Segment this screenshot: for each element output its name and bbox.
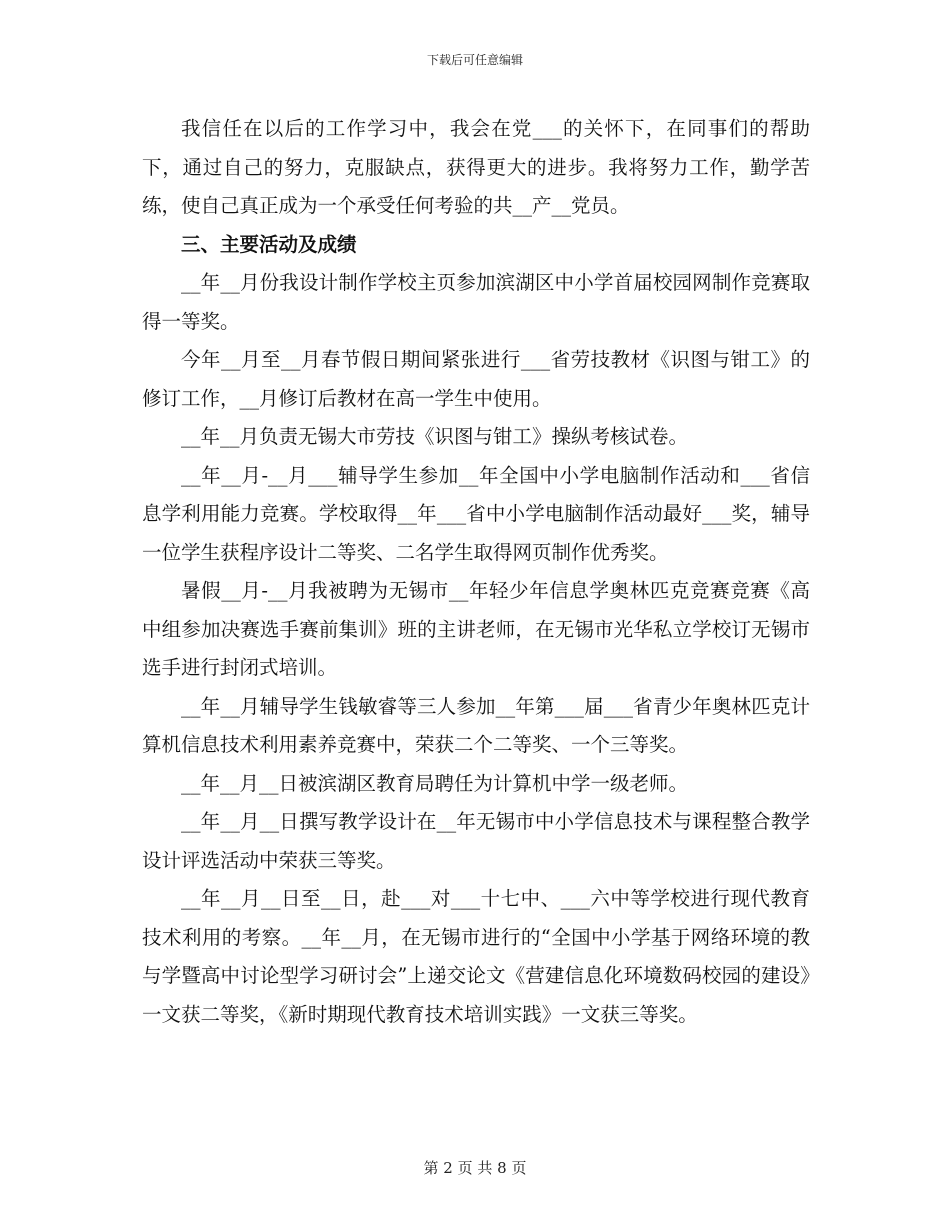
paragraph: __年__月__日撰写教学设计在__年无锡市中小学信息技术与课程整合教学设计评选活动中荣获三等奖。	[142, 810, 810, 872]
paragraph: 我信任在以后的工作学习中，我会在党___的关怀下，在同事们的帮助下，通过自己的努力，克服缺点，获得更大的进步。我将努力工作，勤学苦练，使自己真正成为一个承受任何考验的共__产__党员。	[142, 117, 810, 217]
paragraph: __年__月__日被滨湖区教育局聘任为计算机中学一级老师。	[181, 771, 689, 795]
paragraph: 暑假__月-__月我被聘为无锡市__年轻少年信息学奥林匹克竞赛竞赛《高中组参加决赛选手赛前集训》班的主讲老师，在无锡市光华私立学校订无锡市选手进行封闭式培训。	[142, 579, 810, 679]
paragraph: __年__月份我设计制作学校主页参加滨湖区中小学首届校园网制作竞赛取得一等奖。	[142, 271, 810, 333]
page-footer: 第 2 页 共 8 页	[423, 1159, 527, 1177]
document-body	[142, 110, 810, 1034]
section-heading: 三、主要活动及成绩	[181, 232, 357, 256]
paragraph: 今年__月至__月春节假日期间紧张进行___省劳技教材《识图与钳工》的修订工作，__月修订后教材在高一学生中使用。	[142, 348, 810, 410]
page-header: 下载后可任意编辑	[426, 53, 523, 67]
paragraph: __年__月负责无锡大市劳技《识图与钳工》操纵考核试卷。	[181, 425, 689, 448]
paragraph: __年__月辅导学生钱敏睿等三人参加__年第___届___省青少年奥林匹克计算机信息技术利用素养竞赛中，荣获二个二等奖、一个三等奖。	[142, 694, 810, 756]
paragraph: __年__月-__月___辅导学生参加__年全国中小学电脑制作活动和___省信息学利用能力竞赛。学校取得__年___省中小学电脑制作活动最好___奖，辅导一位学生获程序设计二等奖、二名学生取得网页制作优秀奖。	[142, 463, 810, 564]
paragraph: __年__月__日至__日，赴___对___十七中、___六中等学校进行现代教育技术利用的考察。__年__月，在无锡市进行的“全国中小学基于网络环境的教与学暨高中讨论型学习研讨会”上递交论文《营建信息化环境数码校园的建设》一文获二等奖，《新时期现代教育技术培训实践》一文获三等奖。	[142, 887, 810, 1026]
